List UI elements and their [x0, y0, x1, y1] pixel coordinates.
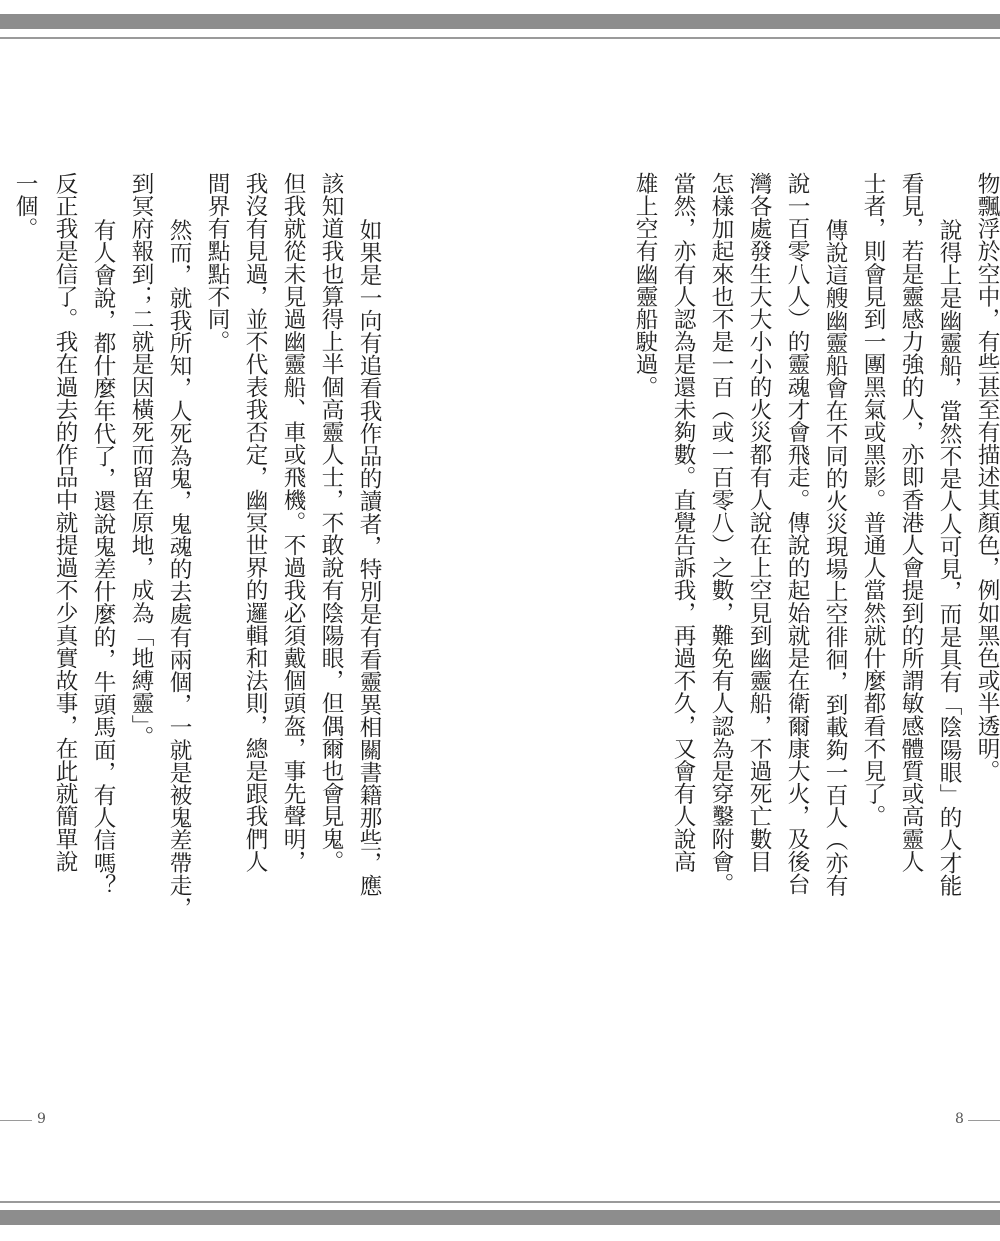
text-column: 傳說這艘幽靈船會在不同的火災現場上空徘徊，到載夠一百人（亦有 [822, 196, 848, 897]
text-column: 但我就從未見過幽靈船、車或飛機。不過我必須戴個頭盔，事先聲明， [280, 172, 306, 873]
text-column: 雄上空有幽靈船駛過。 [632, 172, 658, 398]
text-column: 說得上是幽靈船，當然不是人人可見，而是具有「陰陽眼」的人才能 [936, 196, 962, 897]
right-page-number-rule [968, 1120, 1000, 1121]
left-page-number: 9 [37, 1111, 46, 1127]
top-rule [0, 37, 1000, 39]
text-column: 間界有點點不同。 [204, 172, 230, 353]
text-column: 一個。 [12, 172, 38, 240]
text-column: 有人會說，都什麼年代了，還說鬼差什麼的，牛頭馬面，有人信嗎？ [90, 196, 116, 897]
text-column: 我沒有見過，並不代表我否定，幽冥世界的邏輯和法則，總是跟我們人 [242, 172, 268, 873]
right-page-number: 8 [955, 1111, 964, 1127]
bottom-rule [0, 1201, 1000, 1203]
text-column: 看見，若是靈感力強的人，亦即香港人會提到的所謂敏感體質或高靈人 [898, 172, 924, 873]
text-column: 該知道我也算得上半個高靈人士，不敢說有陰陽眼，但偶爾也會見鬼。 [318, 172, 344, 873]
text-column: 反正我是信了。我在過去的作品中就提過不少真實故事，在此就簡單說 [52, 172, 78, 873]
top-border-band [0, 14, 1000, 29]
text-column: 士者，則會見到一團黑氣或黑影。普通人當然就什麼都看不見了。 [860, 172, 886, 828]
text-column: 到冥府報到；二就是因橫死而留在原地，成為「地縛靈」。 [128, 172, 154, 749]
text-column: 當然，亦有人認為是還未夠數。直覺告訴我，再過不久，又會有人說高 [670, 172, 696, 873]
text-column: 灣各處發生大大小小的火災都有人說在上空見到幽靈船，不過死亡數目 [746, 172, 772, 873]
text-column: 然而，就我所知，人死為鬼，鬼魂的去處有兩個，一就是被鬼差帶走， [166, 196, 192, 920]
left-page-number-rule [0, 1120, 32, 1121]
text-column: 說一百零八人）的靈魂才會飛走。傳說的起始就是在衛爾康大火，及後台 [784, 172, 810, 896]
text-column: 物飄浮於空中，有些甚至有描述其顏色，例如黑色或半透明。 [974, 172, 1000, 783]
text-column: 怎樣加起來也不是一百（或一百零八）之數，難免有人認為是穿鑿附會。 [708, 172, 734, 896]
bottom-border-band [0, 1210, 1000, 1225]
text-column: 如果是一向有追看我作品的讀者，特別是有看靈異相關書籍那些，應 [356, 196, 382, 897]
